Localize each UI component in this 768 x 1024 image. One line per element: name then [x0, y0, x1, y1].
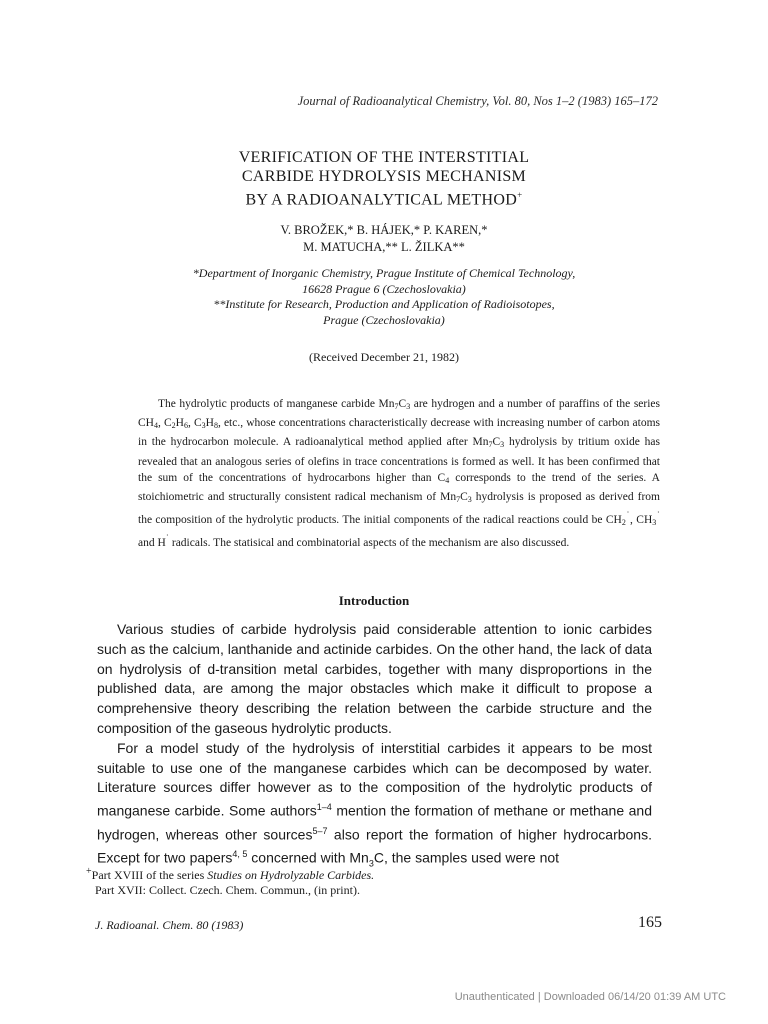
affiliation-line-4: Prague (Czechoslovakia) [323, 312, 445, 327]
introduction-heading: Introduction [338, 593, 410, 608]
journal-header: Journal of Radioanalytical Chemistry, Vol. 80, Nos 1–2 (1983) 165–172 [297, 94, 658, 108]
title-line-1: VERIFICATION OF THE INTERSTITIAL [238, 149, 530, 166]
footnote-marker: + [86, 866, 92, 877]
footnote-line-1: +Part XVIII of the series Studies on Hydrolyzable Carbides. [86, 866, 375, 882]
download-watermark: Unauthenticated | Downloaded 06/14/20 01:39 AM UTC [454, 991, 726, 1003]
footnote-line-2: Part XVII: Collect. Czech. Chem. Commun., (in print). [95, 883, 360, 897]
introduction-body [97, 620, 652, 874]
affiliation-line-2: 16628 Prague 6 (Czechoslovakia) [302, 281, 466, 296]
affiliation-line-3: **Institute for Research, Production and Application of Radioisotopes, [213, 297, 555, 311]
received-date: (Received December 21, 1982) [309, 350, 459, 364]
abstract: The hydrolytic products of manganese carbide $Mn_7C_3$ are hydrogen and a number of paraffins of the series $CH_4$, $C_2H_6$, $C_3H_8$, etc., whose concentrations characteristically decrease with increasing number of carbon atoms in the hydrocarbon molecule. A radioanalytical method applied after $Mn_7C_3$ hydrolysis by tritium oxide has revealed that an analogous series of olefins in trace concentrations is formed as well. It has been confirmed that the sum of the concentrations of hydrocarbons higher than $C_4$ corresponds to the trend of the series. A stoichiometric and structurally consistent radical mechanism of $Mn_7C_3$ hydrolysis is proposed as derived from the composition of the hydrolytic products. The initial components of the radical reactions could be $CH_2^˙$, $CH_3^˙$ and H˙ radicals. The statisical and combinatorial aspects of the mechanism are also discussed. [138, 398, 660, 550]
authors-line-1: V. BROŽEK,* B. HÁJEK,* P. KAREN,* [280, 223, 488, 237]
page-number: 165 [638, 914, 662, 931]
citation-ref: 4, 5 [232, 849, 248, 860]
title-line-2: CARBIDE HYDROLYSIS MECHANISM [241, 168, 527, 185]
footer-citation: J. Radioanal. Chem. 80 (1983) [95, 918, 244, 932]
intro-paragraph-1: Various studies of carbide hydrolysis paid considerable attention to ionic carbides such as the calcium, lanthanide and actinide carbides. On the other hand, the lack of data on hydrolysis of d-transition metal carbides, together with many disproportions in the published data, are among the major obstacles which make it difficult to propose a comprehensive theory describing the relation between the carbide structure and the composition of the gaseous hydrolytic products. [97, 621, 652, 736]
paper-title [0, 148, 768, 209]
intro-paragraph-2: For a model study of the hydrolysis of interstitial carbides it appears to be most suitable to use one of the manganese carbides which can be decomposed by water. Literature sources differ however as to the composition of the hydrolytic products of manganese carbide. Some authors$^{1-4}$ mention the formation of methane or methane and hydrogen, whereas other sources$^{5-7}$ also report the formation of higher hydrocarbons. Except for two papers$^{4, 5}$ concerned with $Mn_3C$, the samples used were not [97, 739, 652, 869]
title-footnote-marker: + [517, 190, 523, 200]
footnote [86, 864, 646, 898]
author-list [0, 222, 768, 256]
authors-line-2: M. MATUCHA,** L. ŽILKA** [303, 240, 465, 254]
affiliations [0, 266, 768, 328]
citation-ref: 5–7 [312, 825, 328, 836]
affiliation-line-1: *Department of Inorganic Chemistry, Prague Institute of Chemical Technology, [192, 266, 576, 280]
title-line-3: BY A RADIOANALYTICAL METHOD+ [245, 190, 523, 209]
citation-ref: 1–4 [316, 802, 332, 813]
